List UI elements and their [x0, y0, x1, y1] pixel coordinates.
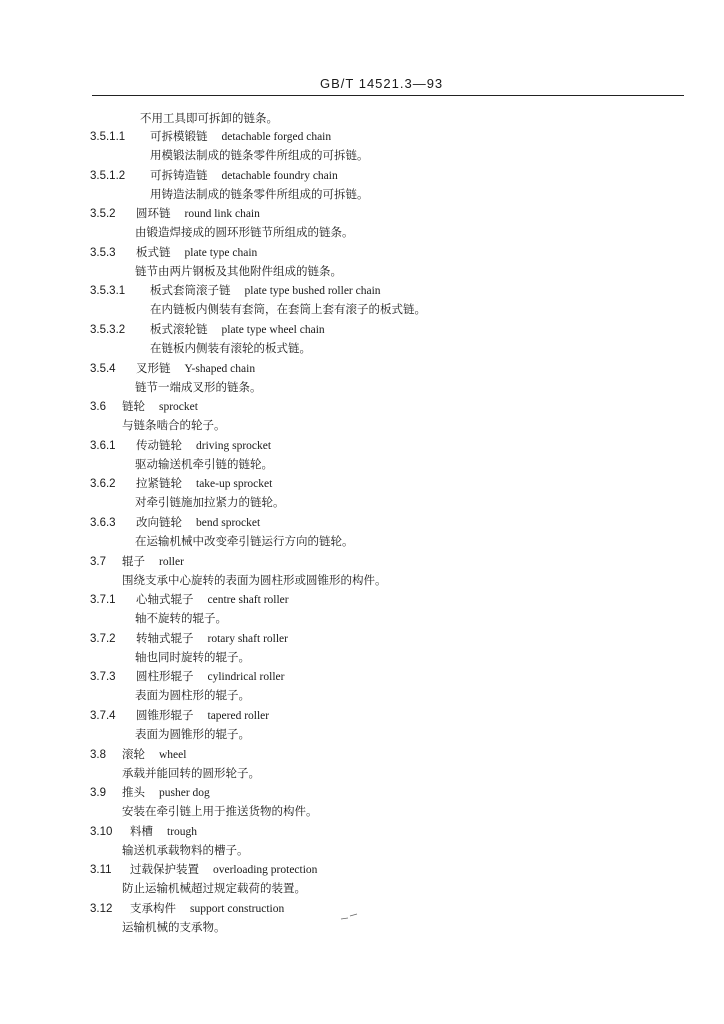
term-entry	[90, 592, 289, 607]
term-chinese: 圆锥形辊子	[136, 708, 194, 722]
term-english: cylindrical roller	[207, 671, 285, 684]
term-chinese: 可拆铸造链	[150, 167, 208, 182]
term-chinese: 圆柱形辊子	[136, 669, 194, 684]
term-english: plate type chain	[184, 246, 258, 259]
term-definition: 防止运输机械超过规定载荷的装置。	[122, 881, 306, 896]
term-number: 3.5.2	[90, 208, 116, 221]
term-entry	[90, 554, 184, 569]
term-english: take-up sprocket	[196, 478, 273, 491]
term-number: 3.7.4	[90, 710, 116, 722]
term-entry	[90, 515, 260, 530]
term-chinese: 叉形链	[136, 360, 171, 375]
scan-mark	[340, 913, 358, 921]
term-number: 3.6	[90, 401, 106, 414]
term-english: plate type wheel chain	[221, 324, 325, 336]
term-english: pusher dog	[159, 787, 210, 800]
term-definition: 链节一端成叉形的链条。	[135, 379, 262, 394]
term-english: tapered roller	[207, 710, 270, 722]
term-definition: 驱动输送机牵引链的链轮。	[135, 456, 273, 471]
term-entry	[90, 824, 197, 839]
term-definition: 表面为圆锥形的辊子。	[135, 727, 250, 741]
term-entry	[90, 476, 272, 491]
term-definition: 承载并能回转的圆形轮子。	[122, 765, 260, 780]
term-definition: 链节由两片钢板及其他附件组成的链条。	[135, 263, 342, 278]
term-chinese: 板式滚轮链	[150, 322, 208, 336]
term-english: driving sprocket	[196, 439, 272, 452]
term-chinese: 板式链	[136, 244, 171, 259]
term-number: 3.9	[90, 787, 106, 800]
term-chinese: 链轮	[122, 399, 145, 414]
term-definition: 由锻造焊接成的圆环形链节所组成的链条。	[135, 225, 354, 240]
term-definition: 输送机承载物料的槽子。	[122, 842, 249, 857]
term-definition: 用铸造法制成的链条零件所组成的可拆链。	[150, 186, 369, 201]
term-definition: 在链板内侧装有滚轮的板式链。	[150, 341, 311, 355]
term-number: 3.5.3	[90, 246, 116, 259]
term-english: detachable foundry chain	[221, 169, 338, 182]
term-number: 3.5.4	[90, 362, 116, 375]
term-number: 3.7.2	[90, 632, 116, 645]
term-chinese: 传动链轮	[136, 437, 182, 452]
term-definition: 与链条啮合的轮子。	[122, 418, 226, 433]
term-definition: 表面为圆柱形的辊子。	[135, 688, 250, 703]
term-definition: 围绕支承中心旋转的表面为圆柱形或圆锥形的构件。	[122, 572, 387, 587]
term-entry	[90, 399, 198, 414]
term-entry	[90, 129, 331, 144]
term-chinese: 过载保护装置	[130, 862, 199, 877]
term-english: bend sprocket	[196, 517, 261, 529]
term-entry	[90, 438, 271, 453]
term-chinese: 拉紧链轮	[136, 476, 182, 491]
term-chinese: 料槽	[130, 823, 153, 838]
term-chinese: 板式套筒滚子链	[150, 283, 231, 298]
term-number: 3.11	[90, 864, 112, 877]
term-number: 3.5.3.1	[90, 285, 126, 298]
term-number: 3.8	[90, 748, 106, 761]
term-chinese: 改向链轮	[136, 515, 182, 529]
term-definition: 轴也同时旋转的辊子。	[135, 649, 250, 664]
term-chinese: 滚轮	[122, 746, 145, 761]
term-english: wheel	[159, 748, 187, 761]
term-entry	[90, 206, 260, 221]
term-definition: 在内链板内侧装有套筒，在套筒上套有滚子的板式链。	[150, 302, 426, 317]
term-number: 3.6.3	[90, 517, 116, 529]
term-entry	[90, 708, 269, 723]
term-english: rotary shaft roller	[207, 632, 288, 645]
term-english: overloading protection	[213, 864, 318, 877]
term-chinese: 心轴式辊子	[136, 592, 194, 607]
term-number: 3.5.1.1	[90, 131, 126, 143]
term-number: 3.6.1	[90, 439, 116, 452]
term-number: 3.7.3	[90, 671, 116, 684]
term-entry	[90, 901, 284, 916]
term-definition: 在运输机械中改变牵引链运行方向的链轮。	[135, 534, 354, 548]
term-definition: 对牵引链施加拉紧力的链轮。	[135, 495, 285, 510]
term-definition: 运输机械的支承物。	[122, 920, 226, 934]
term-number: 3.6.2	[90, 478, 116, 491]
term-entry	[90, 168, 338, 183]
term-entry	[90, 283, 381, 298]
standard-code-header: GB/T 14521.3—93	[320, 76, 444, 91]
term-english: centre shaft roller	[207, 594, 289, 607]
term-entry	[90, 862, 317, 877]
term-definition: 轴不旋转的辊子。	[135, 611, 227, 626]
term-chinese: 支承构件	[130, 901, 176, 915]
term-chinese: 圆环链	[136, 206, 171, 221]
term-entry	[90, 322, 325, 337]
term-english: plate type bushed roller chain	[244, 285, 381, 298]
term-english: trough	[167, 825, 198, 838]
term-english: sprocket	[159, 401, 198, 414]
term-number: 3.5.1.2	[90, 169, 126, 182]
term-entry	[90, 669, 284, 684]
term-english: support construction	[190, 903, 285, 915]
term-number: 3.7	[90, 555, 106, 568]
term-english: Y-shaped chain	[184, 362, 256, 375]
term-chinese: 推头	[122, 785, 145, 800]
term-number: 3.12	[90, 903, 113, 915]
term-definition: 用模锻法制成的链条零件所组成的可拆链。	[150, 148, 369, 162]
term-english: detachable forged chain	[221, 131, 332, 143]
term-number: 3.10	[90, 825, 113, 838]
term-chinese: 转轴式辊子	[136, 630, 194, 645]
term-number: 3.7.1	[90, 594, 116, 607]
term-number: 3.5.3.2	[90, 324, 126, 336]
term-chinese: 可拆模锻链	[150, 129, 208, 143]
term-entry	[90, 245, 257, 260]
term-entry	[90, 631, 288, 646]
term-entry	[90, 361, 255, 376]
term-chinese: 辊子	[122, 553, 145, 568]
term-english: roller	[159, 555, 184, 568]
header-rule	[92, 95, 684, 96]
continued-definition: 不用工具即可拆卸的链条。	[140, 111, 278, 125]
term-entry	[90, 747, 186, 762]
term-english: round link chain	[184, 208, 260, 221]
term-entry	[90, 785, 210, 800]
term-definition: 安装在牵引链上用于推送货物的构件。	[122, 804, 318, 819]
